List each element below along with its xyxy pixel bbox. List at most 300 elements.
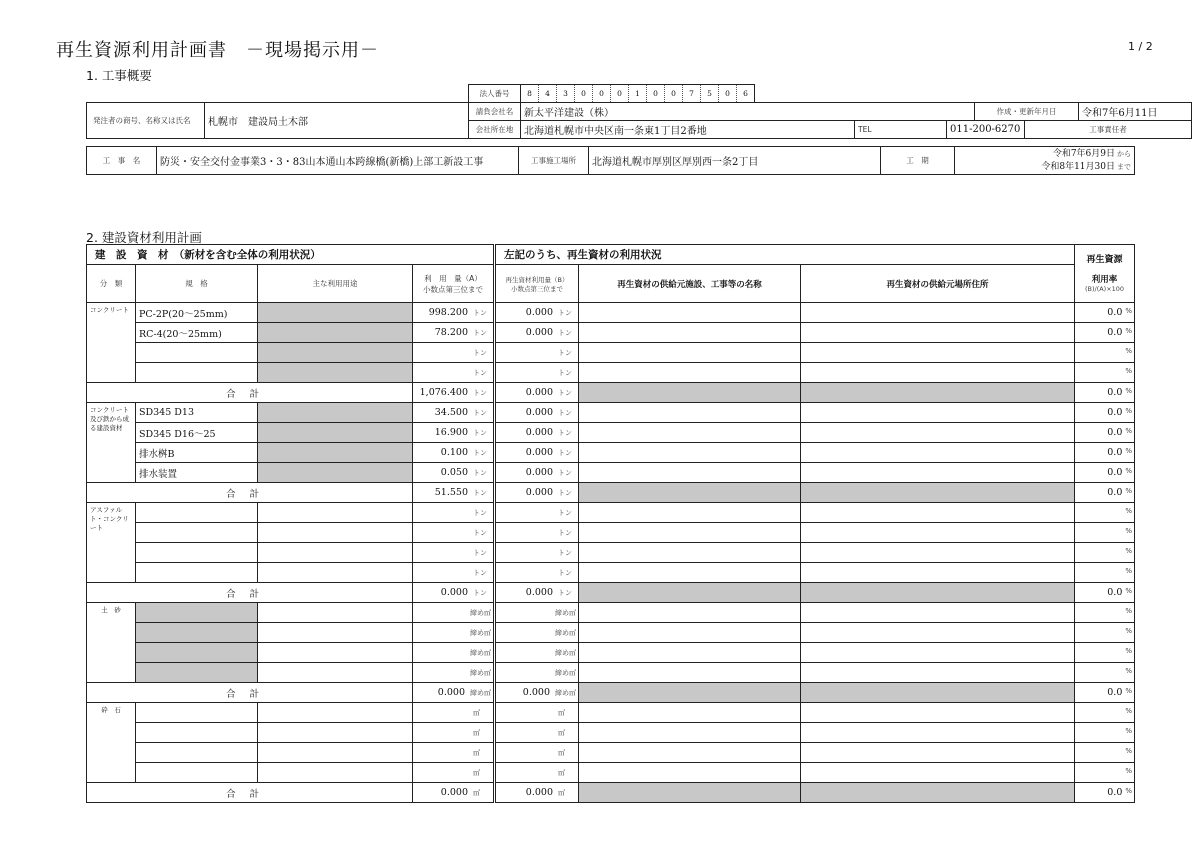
- table-row: [87, 563, 1135, 583]
- corp-no-digit: 0: [719, 85, 737, 103]
- rate-cell: [1075, 423, 1135, 443]
- material-plan-body: [87, 303, 1135, 803]
- unit-label: トン: [473, 549, 487, 557]
- spec-cell: [136, 563, 258, 583]
- total-supplier-cell: [579, 583, 801, 603]
- address-label: 会社所在地: [469, 121, 521, 139]
- supplier-addr-cell: [801, 403, 1075, 423]
- supplier-cell: [579, 403, 801, 423]
- spec-cell: [136, 623, 258, 643]
- rate-cell: [1075, 463, 1135, 483]
- unit-label: トン: [558, 389, 572, 397]
- unit-label: トン: [558, 489, 572, 497]
- supplier-cell: [579, 563, 801, 583]
- material-plan-table: [86, 244, 1135, 803]
- total-supplier-addr-cell: [801, 483, 1075, 503]
- unit-label: トン: [473, 509, 487, 517]
- total-row: [87, 483, 1135, 503]
- spec-cell: [136, 503, 258, 523]
- total-a-value: 51.550: [434, 487, 468, 498]
- total-label: 合計: [87, 783, 413, 803]
- amount-b-cell: [495, 343, 579, 363]
- amount-b-cell: [495, 443, 579, 463]
- amount-a-value: 34.500: [434, 407, 468, 418]
- rate-cell: [1075, 643, 1135, 663]
- unit-label: トン: [558, 549, 572, 557]
- use-cell: [258, 763, 413, 783]
- spec-cell: PC-2P(20～25mm): [136, 303, 258, 323]
- supplier-cell: [579, 743, 801, 763]
- category-label: アスファルト・コンクリート: [87, 503, 136, 583]
- supplier-addr-cell: [801, 723, 1075, 743]
- percent-label: %: [1125, 327, 1133, 335]
- work-name-value: 防災・安全交付金事業3・3・83山本通山本跨線橋(新橋)上部工新設工事: [157, 147, 519, 175]
- total-b-cell: [495, 583, 579, 603]
- unit-label: 締め㎥: [555, 609, 576, 617]
- unit-label: ㎥: [558, 769, 565, 777]
- supplier-cell: [579, 523, 801, 543]
- percent-label: %: [1125, 487, 1133, 495]
- total-b-value: 0.000: [522, 687, 550, 698]
- total-a-cell: [413, 483, 495, 503]
- percent-label: %: [1125, 607, 1133, 615]
- supplier-addr-cell: [801, 523, 1075, 543]
- spec-cell: SD345 D13: [136, 403, 258, 423]
- created-label: 作成・更新年月日: [975, 103, 1079, 121]
- unit-label: 締め㎥: [470, 609, 491, 617]
- period-value: [955, 147, 1135, 175]
- supplier-addr-cell: [801, 343, 1075, 363]
- site-label: 工事施工場所: [519, 147, 589, 175]
- total-b-value: 0.000: [525, 587, 553, 598]
- use-cell: [258, 463, 413, 483]
- corp-no-digit: 5: [701, 85, 719, 103]
- rate-cell: [1075, 663, 1135, 683]
- supplier-addr-cell: [801, 503, 1075, 523]
- supplier-cell: [579, 543, 801, 563]
- rate-cell: [1075, 623, 1135, 643]
- total-rate-cell: [1075, 383, 1135, 403]
- spec-cell: 排水装置: [136, 463, 258, 483]
- spec-cell: [136, 643, 258, 663]
- supplier-cell: [579, 763, 801, 783]
- corp-no-label: 法人番号: [469, 85, 521, 103]
- spec-cell: [136, 343, 258, 363]
- amount-b-value: 0.000: [525, 307, 553, 318]
- unit-label: トン: [473, 589, 487, 597]
- corp-no-digit: 3: [557, 85, 575, 103]
- table-row: [87, 523, 1135, 543]
- rate-value: 0.0: [1107, 447, 1123, 458]
- rate-cell: [1075, 743, 1135, 763]
- supplier-addr-cell: [801, 323, 1075, 343]
- unit-label: トン: [558, 349, 572, 357]
- supplier-addr-cell: [801, 763, 1075, 783]
- corp-no-digit: 0: [611, 85, 629, 103]
- unit-label: トン: [473, 529, 487, 537]
- table-row: [87, 343, 1135, 363]
- unit-label: トン: [558, 589, 572, 597]
- percent-label: %: [1125, 427, 1133, 435]
- total-supplier-cell: [579, 483, 801, 503]
- table-row: [87, 443, 1135, 463]
- use-cell: [258, 703, 413, 723]
- site-value: 北海道札幌市厚別区厚別西一条2丁目: [589, 147, 881, 175]
- col-category: 分 類: [87, 265, 136, 303]
- total-a-value: 0.000: [440, 587, 468, 598]
- amount-a-cell: [413, 643, 495, 663]
- total-rate-value: 0.0: [1107, 787, 1123, 798]
- total-rate-cell: [1075, 583, 1135, 603]
- percent-label: %: [1125, 307, 1133, 315]
- percent-label: %: [1125, 547, 1133, 555]
- table-row: [87, 663, 1135, 683]
- amount-a-cell: [413, 343, 495, 363]
- supplier-addr-cell: [801, 603, 1075, 623]
- amount-b-cell: [495, 463, 579, 483]
- use-cell: [258, 423, 413, 443]
- section-heading-plan: 2. 建設資材利用計画: [86, 230, 202, 245]
- total-supplier-addr-cell: [801, 783, 1075, 803]
- use-cell: [258, 663, 413, 683]
- unit-label: 締め㎥: [470, 689, 491, 697]
- percent-label: %: [1125, 387, 1133, 395]
- spec-cell: [136, 763, 258, 783]
- use-cell: [258, 603, 413, 623]
- total-b-cell: [495, 383, 579, 403]
- category-label: コンクリート: [87, 303, 136, 383]
- table-row: [87, 503, 1135, 523]
- amount-b-value: 0.000: [525, 327, 553, 338]
- supplier-cell: [579, 503, 801, 523]
- supplier-cell: [579, 323, 801, 343]
- unit-label: ㎥: [558, 789, 565, 797]
- amount-a-cell: [413, 563, 495, 583]
- amount-b-cell: [495, 423, 579, 443]
- unit-label: ㎥: [558, 709, 565, 717]
- unit-label: トン: [558, 529, 572, 537]
- use-cell: [258, 723, 413, 743]
- rate-cell: [1075, 403, 1135, 423]
- supplier-addr-cell: [801, 423, 1075, 443]
- rate-cell: [1075, 603, 1135, 623]
- table-row: [87, 463, 1135, 483]
- amount-a-cell: [413, 403, 495, 423]
- use-cell: [258, 323, 413, 343]
- amount-b-value: 0.000: [525, 427, 553, 438]
- amount-b-cell: [495, 403, 579, 423]
- corp-no-digit: 0: [575, 85, 593, 103]
- amount-b-cell: [495, 323, 579, 343]
- supplier-cell: [579, 703, 801, 723]
- total-row: [87, 383, 1135, 403]
- percent-label: %: [1125, 407, 1133, 415]
- table-row: [87, 323, 1135, 343]
- work-table: [86, 146, 1135, 175]
- unit-label: 締め㎥: [555, 629, 576, 637]
- supplier-addr-cell: [801, 363, 1075, 383]
- unit-label: トン: [473, 569, 487, 577]
- corp-no-digit: 6: [737, 85, 755, 103]
- rate-cell: [1075, 443, 1135, 463]
- use-cell: [258, 403, 413, 423]
- table-row: [87, 423, 1135, 443]
- unit-label: トン: [473, 449, 487, 457]
- total-row: [87, 583, 1135, 603]
- percent-label: %: [1125, 647, 1133, 655]
- period-end-suffix: まで: [1117, 162, 1131, 171]
- spec-cell: [136, 663, 258, 683]
- percent-label: %: [1125, 787, 1133, 795]
- rate-value: 0.0: [1107, 307, 1123, 318]
- unit-label: トン: [558, 449, 572, 457]
- rate-cell: [1075, 703, 1135, 723]
- unit-label: 締め㎥: [470, 669, 491, 677]
- table-row: [87, 703, 1135, 723]
- amount-b-cell: [495, 543, 579, 563]
- col-spec: 規 格: [136, 265, 258, 303]
- unit-label: トン: [473, 469, 487, 477]
- amount-a-cell: [413, 463, 495, 483]
- unit-label: トン: [473, 389, 487, 397]
- supplier-addr-cell: [801, 643, 1075, 663]
- amount-b-value: 0.000: [525, 467, 553, 478]
- amount-a-cell: [413, 623, 495, 643]
- supplier-cell: [579, 343, 801, 363]
- percent-label: %: [1125, 687, 1133, 695]
- unit-label: ㎥: [473, 789, 480, 797]
- percent-label: %: [1125, 587, 1133, 595]
- total-rate-cell: [1075, 683, 1135, 703]
- col-use: 主な利用用途: [258, 265, 413, 303]
- tel-value: 011-200-6270: [947, 121, 1025, 139]
- percent-label: %: [1125, 527, 1133, 535]
- percent-label: %: [1125, 447, 1133, 455]
- total-row: [87, 683, 1135, 703]
- unit-label: トン: [473, 369, 487, 377]
- unit-label: ㎥: [473, 709, 480, 717]
- total-rate-value: 0.0: [1107, 687, 1123, 698]
- percent-label: %: [1125, 467, 1133, 475]
- use-cell: [258, 523, 413, 543]
- amount-a-value: 0.050: [440, 467, 468, 478]
- supplier-cell: [579, 623, 801, 643]
- total-supplier-addr-cell: [801, 683, 1075, 703]
- contractor-value: 新太平洋建設（株）: [521, 103, 975, 121]
- unit-label: ㎥: [473, 729, 480, 737]
- spec-cell: [136, 523, 258, 543]
- supplier-cell: [579, 463, 801, 483]
- supplier-cell: [579, 363, 801, 383]
- unit-label: トン: [558, 569, 572, 577]
- rate-cell: [1075, 523, 1135, 543]
- rate-cell: [1075, 363, 1135, 383]
- unit-label: ㎥: [558, 749, 565, 757]
- supplier-addr-cell: [801, 563, 1075, 583]
- supplier-addr-cell: [801, 703, 1075, 723]
- total-supplier-cell: [579, 383, 801, 403]
- amount-a-cell: [413, 743, 495, 763]
- orderer-value: 札幌市 建設局土木部: [205, 103, 469, 139]
- unit-label: 締め㎥: [555, 669, 576, 677]
- amount-b-cell: [495, 703, 579, 723]
- use-cell: [258, 543, 413, 563]
- use-cell: [258, 623, 413, 643]
- unit-label: ㎥: [473, 769, 480, 777]
- percent-label: %: [1125, 347, 1133, 355]
- total-label: 合計: [87, 583, 413, 603]
- corp-no-digit: 4: [539, 85, 557, 103]
- table-row: [87, 763, 1135, 783]
- total-b-value: 0.000: [525, 487, 553, 498]
- total-a-value: 0.000: [437, 687, 465, 698]
- use-cell: [258, 343, 413, 363]
- total-a-cell: [413, 783, 495, 803]
- amount-a-cell: [413, 763, 495, 783]
- supplier-addr-cell: [801, 743, 1075, 763]
- supplier-cell: [579, 723, 801, 743]
- total-label: 合計: [87, 383, 413, 403]
- rate-cell: [1075, 343, 1135, 363]
- amount-a-cell: [413, 663, 495, 683]
- percent-label: %: [1125, 567, 1133, 575]
- unit-label: トン: [558, 409, 572, 417]
- use-cell: [258, 643, 413, 663]
- overview-table: [86, 84, 1192, 139]
- supplier-addr-cell: [801, 303, 1075, 323]
- col-amount-b: 再生資材利用量（B） 小数点第三位まで: [495, 265, 579, 303]
- spec-cell: [136, 743, 258, 763]
- amount-b-value: 0.000: [525, 407, 553, 418]
- period-start-suffix: から: [1117, 150, 1131, 159]
- category-label: コンクリート及び鉄から成る建設資材: [87, 403, 136, 483]
- amount-a-cell: [413, 303, 495, 323]
- amount-a-cell: [413, 723, 495, 743]
- amount-b-cell: [495, 563, 579, 583]
- unit-label: 締め㎥: [555, 649, 576, 657]
- supplier-cell: [579, 423, 801, 443]
- amount-b-cell: [495, 643, 579, 663]
- rate-cell: [1075, 323, 1135, 343]
- total-b-cell: [495, 783, 579, 803]
- col-supplier-addr: 再生資材の供給元場所住所: [801, 265, 1075, 303]
- spec-cell: RC-4(20～25mm): [136, 323, 258, 343]
- unit-label: トン: [558, 509, 572, 517]
- total-a-cell: [413, 583, 495, 603]
- unit-label: トン: [558, 469, 572, 477]
- total-label: 合計: [87, 483, 413, 503]
- total-rate-value: 0.0: [1107, 587, 1123, 598]
- percent-label: %: [1125, 707, 1133, 715]
- amount-a-cell: [413, 423, 495, 443]
- rate-value: 0.0: [1107, 467, 1123, 478]
- rate-cell: [1075, 723, 1135, 743]
- percent-label: %: [1125, 507, 1133, 515]
- unit-label: トン: [558, 369, 572, 377]
- amount-a-cell: [413, 363, 495, 383]
- total-b-cell: [495, 483, 579, 503]
- total-rate-cell: [1075, 783, 1135, 803]
- unit-label: トン: [558, 429, 572, 437]
- amount-a-value: 0.100: [440, 447, 468, 458]
- rate-cell: [1075, 543, 1135, 563]
- supplier-addr-cell: [801, 623, 1075, 643]
- amount-a-cell: [413, 323, 495, 343]
- unit-label: トン: [473, 409, 487, 417]
- period-label: 工 期: [881, 147, 955, 175]
- table-row: [87, 403, 1135, 423]
- amount-a-cell: [413, 603, 495, 623]
- amount-b-cell: [495, 523, 579, 543]
- table-row: [87, 623, 1135, 643]
- rate-value: 0.0: [1107, 407, 1123, 418]
- unit-label: ㎥: [558, 729, 565, 737]
- unit-label: トン: [558, 309, 572, 317]
- use-cell: [258, 303, 413, 323]
- table-row: [87, 723, 1135, 743]
- table-row: [87, 363, 1135, 383]
- amount-a-cell: [413, 443, 495, 463]
- spec-cell: [136, 363, 258, 383]
- total-row: [87, 783, 1135, 803]
- table-row: [87, 603, 1135, 623]
- header-recycled: 左記のうち、再生資材の利用状況: [495, 245, 1075, 265]
- use-cell: [258, 743, 413, 763]
- rate-cell: [1075, 763, 1135, 783]
- supplier-addr-cell: [801, 443, 1075, 463]
- rate-cell: [1075, 303, 1135, 323]
- amount-b-cell: [495, 663, 579, 683]
- rate-cell: [1075, 563, 1135, 583]
- col-amount-a: 利 用 量（A） 小数点第三位まで: [413, 265, 495, 303]
- corp-no-digit: 0: [647, 85, 665, 103]
- total-rate-value: 0.0: [1107, 387, 1123, 398]
- spec-cell: [136, 603, 258, 623]
- percent-label: %: [1125, 747, 1133, 755]
- spec-cell: 排水桝B: [136, 443, 258, 463]
- period-start: 令和7年6月9日: [1052, 149, 1115, 160]
- address-value: 北海道札幌市中央区南一条東1丁目2番地: [521, 121, 855, 139]
- total-b-value: 0.000: [525, 787, 553, 798]
- supplier-addr-cell: [801, 463, 1075, 483]
- total-rate-value: 0.0: [1107, 487, 1123, 498]
- section-heading-overview: 1. 工事概要: [86, 68, 152, 83]
- total-supplier-cell: [579, 683, 801, 703]
- unit-label: トン: [558, 329, 572, 337]
- rate-cell: [1075, 503, 1135, 523]
- amount-a-value: 16.900: [434, 427, 468, 438]
- percent-label: %: [1125, 767, 1133, 775]
- rate-value: 0.0: [1107, 427, 1123, 438]
- amount-a-value: 78.200: [434, 327, 468, 338]
- header-materials: 建 設 資 材 （新材を含む全体の利用状況）: [87, 245, 495, 265]
- corp-no-digit: 8: [521, 85, 539, 103]
- unit-label: 締め㎥: [555, 689, 576, 697]
- amount-a-cell: [413, 703, 495, 723]
- document-title: 再生資源利用計画書 －現場掲示用－: [56, 40, 379, 61]
- unit-label: 締め㎥: [470, 649, 491, 657]
- percent-label: %: [1125, 727, 1133, 735]
- supplier-cell: [579, 663, 801, 683]
- category-label: 砕 石: [87, 703, 136, 783]
- supplier-cell: [579, 603, 801, 623]
- tel-label: TEL: [855, 121, 947, 139]
- amount-a-value: 998.200: [428, 307, 468, 318]
- total-a-cell: [413, 683, 495, 703]
- unit-label: トン: [473, 429, 487, 437]
- unit-label: ㎥: [473, 749, 480, 757]
- table-row: [87, 743, 1135, 763]
